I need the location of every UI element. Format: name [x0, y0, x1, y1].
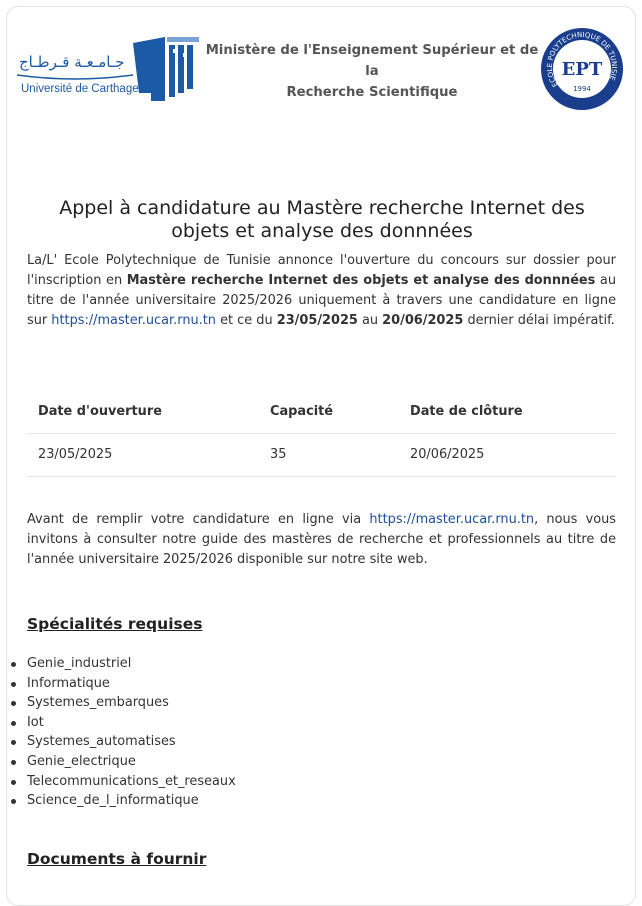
cell-opening-date: 23/05/2025 — [38, 447, 113, 462]
ucar-arabic-name: جـامـعـة قـرطـاج — [19, 53, 125, 71]
guide-text-2: , nous vous invitons à consulter notre guide des mastères de recherche et professionnels au titre de l'année universitaire 2025/2026 disponible sur notre site web. — [27, 512, 616, 567]
specialties-heading: Spécialités requises — [27, 615, 203, 633]
intro-text-5: dernier délai impératif. — [463, 313, 615, 328]
ministry-line-1: Ministère de l'Enseignement Supérieur et de la — [205, 43, 539, 79]
intro-text-3: et ce du — [215, 313, 277, 328]
list-item: Informatique — [27, 674, 236, 694]
table-row — [27, 434, 616, 477]
ucar-latin-name: Université de Carthage — [21, 83, 139, 95]
documents-heading: Documents à fournir — [27, 850, 207, 868]
intro-paragraph — [27, 251, 616, 331]
seal-monogram: EPT — [561, 59, 603, 80]
ministry-line-2: Recherche Scientifique — [286, 85, 458, 100]
list-item: Systemes_automatises — [27, 732, 236, 752]
header-capacity: Capacité — [270, 404, 334, 419]
list-item: Genie_electrique — [27, 752, 236, 772]
title-line-1: Appel à candidature au Mastère recherche Internet des — [59, 197, 585, 219]
intro-text-2: au titre de l'année universitaire 2025/2026 uniquement à travers une candidature en ligne sur — [27, 273, 617, 328]
header — [7, 7, 637, 117]
guide-application-link[interactable]: https://master.ucar.rnu.tn — [369, 512, 535, 527]
title-line-2: objets et analyse des donnnées — [171, 220, 473, 242]
ministry-name — [203, 40, 541, 103]
list-item: Systemes_embarques — [27, 693, 236, 713]
intro-text-4: au — [357, 313, 383, 328]
intro-text-1: La/L' Ecole Polytechnique de Tunisie annonce l'ouverture du concours sur dossier pour l'inscription en — [27, 253, 616, 288]
table-header-row — [27, 391, 616, 434]
list-item: Telecommunications_et_reseaux — [27, 772, 236, 792]
specialties-list — [27, 654, 236, 811]
guide-text-1: Avant de remplir votre candidature en ligne via — [27, 512, 370, 527]
list-item: Iot — [27, 713, 236, 733]
list-item: Science_de_l_informatique — [27, 791, 236, 811]
dates-table — [27, 391, 616, 477]
ecole-polytechnique-seal — [540, 27, 624, 111]
program-name: Mastère recherche Internet des objets et analyse des donnnées — [126, 273, 596, 288]
universite-de-carthage-logo — [15, 35, 203, 103]
seal-year: 1994 — [573, 85, 591, 93]
header-opening-date: Date d'ouverture — [38, 404, 162, 419]
list-item: Genie_industriel — [27, 654, 236, 674]
seal-ring-text: ECOLE POLYTECHNIQUE DE TUNISIE — [545, 30, 619, 89]
guide-paragraph — [27, 510, 616, 570]
intro-date-open: 23/05/2025 — [276, 313, 358, 328]
application-link[interactable]: https://master.ucar.rnu.tn — [51, 313, 216, 328]
page-title — [27, 197, 617, 243]
header-closing-date: Date de clôture — [410, 404, 523, 419]
intro-date-close: 20/06/2025 — [382, 313, 464, 328]
cell-capacity: 35 — [270, 447, 287, 462]
page-card — [6, 6, 636, 906]
cell-closing-date: 20/06/2025 — [410, 447, 485, 462]
